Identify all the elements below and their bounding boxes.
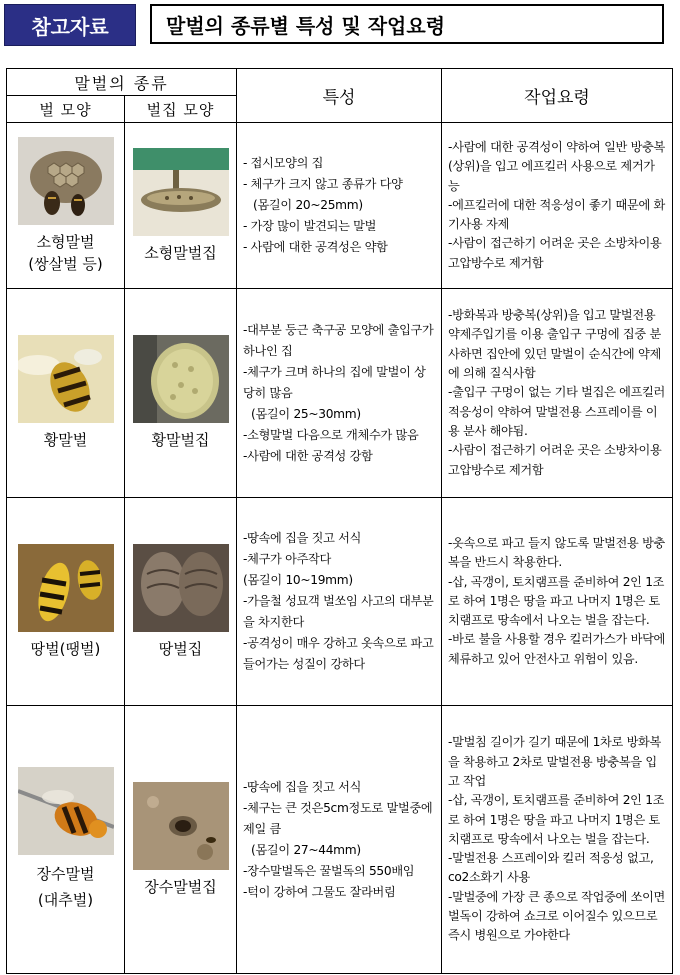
work-cell: -말벌침 길이가 길기 때문에 1차로 방화복을 착용하고 2차로 말벌전용 방충복을 입고 작업 -삽, 곡갱이, 토치램프를 준비하여 2인 1조로 하여 1명은 땅을 파고 나머지 1명은 토치램프로 땅속에서 나오는 벌을 잡는다. -말벌전용 스프레이와 킬러 적응성 없고, co2소화기 사용 -말벌중에 가장 큰 종으로 작업중에 쏘이면 벌독이 강하여 쇼크로 이어질수 있으므로 즉시 병원으로 가야한다 (442, 706, 673, 974)
reference-badge: 참고자료 (4, 4, 136, 46)
bee-label: 황말벌 (43, 431, 88, 449)
yellow-hornet-photo (18, 335, 114, 423)
features-cell: - 접시모양의 집 - 체구가 크지 않고 종류가 다양 (몸길이 20~25mm) - 가장 많이 발견되는 말벌 - 사람에 대한 공격성은 약함 (237, 123, 442, 289)
bee-label: 땅벌(땡벌) (30, 639, 101, 658)
work-cell: -옷속으로 파고 들지 않도록 말벌전용 방충복을 반드시 착용한다. -삽, 곡갱이, 토치램프를 준비하여 2인 1조로 하여 1명은 땅을 파고 나머지 1명은 토치램프로 땅속에서 나오는 벌을 잡는다. -바로 불을 사용할 경우 킬러가스가 바닥에 체류하고 있어 안전사고 위험이 있음. (442, 498, 673, 706)
work-cell: -방화복과 방충복(상위)을 입고 말벌전용 약제주입기를 이용 출입구 구멍에 집중 분사하면 집안에 있던 말벌이 순식간에 약제에 의해 질식사함 -출입구 구멍이 없는 기타 벌집은 에프킬러 적응성이 약하여 말벌전용 스프레이를 이용 분사 해야됨. -사람이 접근하기 어려운 곳은 소방차이용 고압방수로 제거함 (442, 289, 673, 498)
features-cell: -땅속에 집을 짓고 서식 -체구는 큰 것은5cm정도로 말벌중에 제일 큼 (몸길이 27~44mm) -장수말벌독은 꿀벌독의 550배임 -턱이 강하여 그물도 잘라버림 (237, 706, 442, 974)
giant-nest-photo (133, 782, 229, 870)
small-nest-photo (133, 148, 229, 236)
features-cell: -땅속에 집을 짓고 서식 -체구가 아주작다 (몸길이 10~19mm) -가을철 성묘객 벌쏘임 사고의 대부분을 차지한다 -공격성이 매우 강하고 옷속으로 파고 들어가는 성질이 강하다 (237, 498, 442, 706)
table-row (7, 498, 673, 706)
ground-wasp-photo (18, 544, 114, 632)
header-work: 작업요령 (442, 69, 673, 123)
giant-hornet-photo (18, 767, 114, 855)
page-title: 말벌의 종류별 특성 및 작업요령 (150, 4, 664, 44)
work-cell: -사람에 대한 공격성이 약하여 일반 방충복(상위)을 입고 에프킬러 사용으로 제거가능 -에프킬러에 대한 적응성이 좋기 때문에 화기사용 자제 -사람이 접근하기 어려운 곳은 소방차이용 고압방수로 제거함 (442, 123, 673, 289)
header-nest-shape: 벌집 모양 (125, 96, 237, 123)
table-row (7, 123, 673, 289)
header-features: 특성 (237, 69, 442, 123)
bee-label: 소형말벌 (쌍살벌 등) (28, 232, 103, 273)
bee-label: 장수말벌 (대추벌) (36, 864, 95, 909)
ground-nest-photo (133, 544, 229, 632)
hornet-table (6, 68, 673, 974)
header-species: 말벌의 종류 (7, 69, 237, 96)
nest-label: 땅벌집 (158, 639, 203, 658)
table-row (7, 706, 673, 974)
nest-label: 황말벌집 (151, 431, 210, 449)
hornet-nest-photo (133, 335, 229, 423)
paper-wasp-photo (18, 137, 114, 225)
nest-label: 소형말벌집 (144, 243, 217, 262)
header-bee-shape: 벌 모양 (7, 96, 125, 123)
features-cell: -대부분 둥근 축구공 모양에 출입구가 하나인 집 -체구가 크며 하나의 집에 말벌이 상당히 많음 (몸길이 25~30mm) -소형말벌 다음으로 개체수가 많음 -사람에 대한 공격성 강함 (237, 289, 442, 498)
nest-label: 장수말벌집 (144, 877, 217, 896)
table-row (7, 289, 673, 498)
